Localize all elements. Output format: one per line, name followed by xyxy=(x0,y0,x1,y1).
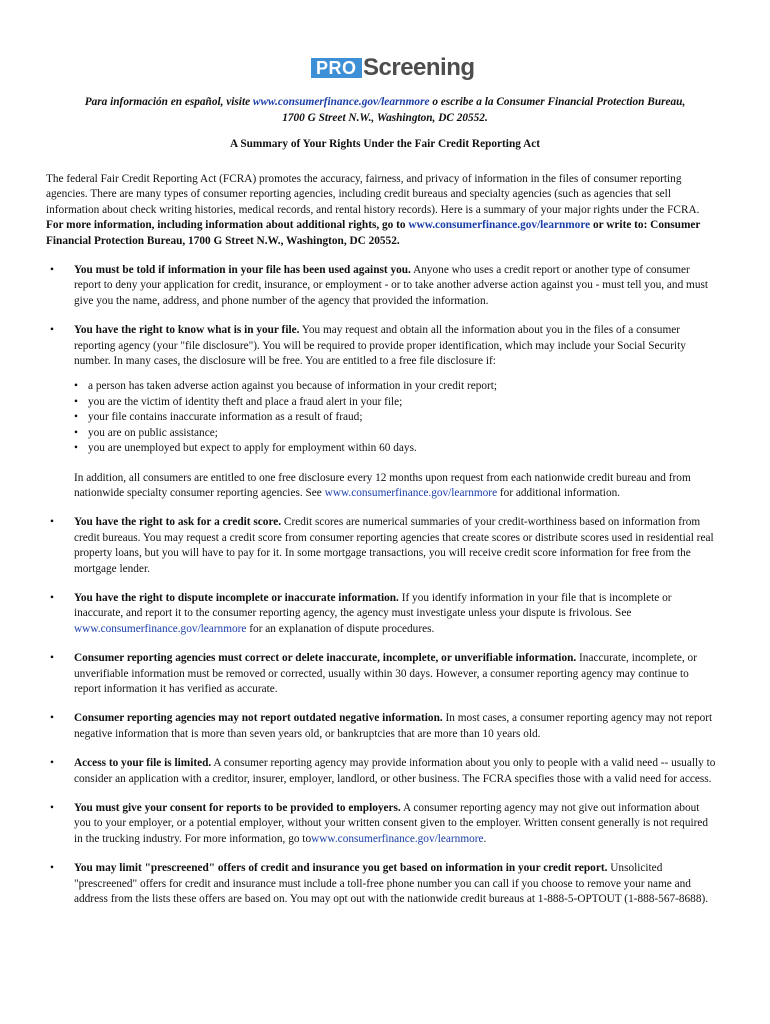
bullet-icon: • xyxy=(50,862,54,875)
bullet-icon: • xyxy=(50,802,54,814)
logo-screening: Screening xyxy=(363,54,475,81)
section-prescreened-offers: • You may limit "prescreened" offers of credit and insurance you get based on information in your credit report. Unsolicited "prescreened" offers for credit and insurance must include a toll-free phone number you can call if you choose to remove your name and address from the lists these offers are based on. You may opt out with the nationwide credit bureaus at 1-888-5-OPTOUT (1-888-567-8688). xyxy=(50,862,709,906)
dispute-learnmore-link[interactable]: www.consumerfinance.gov/learnmore xyxy=(74,622,247,635)
section-told-if-used: • You must be told if information in your file has been used against you. Anyone who uses a credit report or another type of consumer report to deny your application for credit, insurance, or employment - or to take another adverse action against you - must tell you, and must give you the name, address, and phone number of the agency that provided the information. xyxy=(50,264,709,307)
section-outdated-info: • Consumer reporting agencies may not report outdated negative information. In most cases, a consumer reporting agency may not report negative information that is more than seven years old, or bankruptcies that are more than 10 years old. xyxy=(50,712,713,740)
bullet-icon: • xyxy=(50,591,54,604)
free-disclosure-list xyxy=(74,379,718,456)
document-body xyxy=(46,172,718,907)
list-item: • you are on public assistance; xyxy=(74,426,218,439)
employer-learnmore-link[interactable]: www.consumerfinance.gov/learnmore xyxy=(311,832,484,845)
bullet-icon: • xyxy=(50,652,54,665)
list-item: • you are unemployed but expect to apply for employment within 60 days. xyxy=(74,442,417,455)
section-correct-delete: • Consumer reporting agencies must correct or delete inaccurate, incomplete, or unverifiable information. Inaccurate, incomplete, or unverifiable information must be removed or corrected, usually within 30 days. However, a consumer reporting agency may continue to report information it has verified as accurate. xyxy=(50,652,697,695)
list-item: • your file contains inaccurate information as a result of fraud; xyxy=(74,411,363,424)
bullet-icon: • xyxy=(50,324,54,337)
bullet-icon: • xyxy=(50,757,54,770)
bullet-icon: • xyxy=(50,516,54,529)
intro-paragraph: The federal Fair Credit Reporting Act (FCRA) promotes the accuracy, fairness, and privacy of information in the files of consumer reporting agencies. There are many types of consumer reporting agencies, including credit bureaus and specialty agencies (such as agencies that sell information about check writing histories, medical records, and rental history records). Here is a summary of your major rights under the FCRA. For more information, including information about additional rights, go to www.consumerfinance.gov/learnmore or write to: Consumer Financial Protection Bureau, 1700 G Street N.W., Washington, DC 20552. xyxy=(46,173,701,247)
section-dispute: • You have the right to dispute incomplete or inaccurate information. If you identify information in your file that is incomplete or inaccurate, and report it to the consumer reporting agency, the agency must investigate unless your dispute is frivolous. See www.consumerfinance.gov/learnmore for an explanation of dispute procedures. xyxy=(50,591,672,635)
bullet-icon: • xyxy=(50,712,54,725)
section-know-file: • You have the right to know what is in your file. You may request and obtain all the information about you in the files of a consumer reporting agency (your "file disclosure"). You will be required to provide proper identification, which may include your Social Security number. In many cases, the disclosure will be free. You are entitled to a free file disclosure if: • a person has taken adverse action against you because of information in your credit report; • you are the victim of identity theft and place a fraud alert in your file; • your file contains inaccurate information as a result of fraud; • you are on public assistance; • you are unemployed but expect to apply for employment within 60 days. In addition, all consumers are entitled to one free disclosure every 12 months upon request from each nationwide credit bureau and from nationwide specialty consumer reporting agencies. See www.consumerfinance.gov/learnmore for additional information. xyxy=(46,323,718,501)
section-access-limited: • Access to your file is limited. A consumer reporting agency may provide information about you only to people with a valid need -- usually to consider an application with a creditor, insurer, employer, landlord, or other business. The FCRA specifies those with a valid need for access. xyxy=(50,757,716,785)
list-item: • a person has taken adverse action against you because of information in your credit report; xyxy=(74,380,498,393)
spanish-learnmore-link[interactable]: www.consumerfinance.gov/learnmore xyxy=(252,96,430,108)
page-title: A Summary of Your Rights Under the Fair Credit Reporting Act xyxy=(229,138,541,150)
annual-disclosure-paragraph: In addition, all consumers are entitled to one free disclosure every 12 months upon request from each nationwide credit bureau and from nationwide specialty consumer reporting agencies. See www.consumerfinance.gov/learnmore for additional information. xyxy=(74,471,691,499)
annual-learnmore-link[interactable]: www.consumerfinance.gov/learnmore xyxy=(324,486,498,499)
section-employer-consent: • You must give your consent for reports to be provided to employers. A consumer reporting agency may not give out information about you to your employer, or a potential employer, without your written consent given to the employer. Written consent generally is not required in the trucking industry. For more information, go towww.consumerfinance.gov/learnmore. xyxy=(50,802,709,845)
bullet-icon: • xyxy=(50,264,54,277)
intro-learnmore-link[interactable]: www.consumerfinance.gov/learnmore xyxy=(408,219,591,232)
spanish-notice: Para información en español, visite www.consumerfinance.gov/learnmore o escribe a la Consumer Financial Protection Bureau, 1700 G Street N.W., Washington, DC 20552. xyxy=(84,96,686,124)
list-item: • you are the victim of identity theft and place a fraud alert in your file; xyxy=(74,395,403,408)
proscreening-logo xyxy=(311,54,475,86)
section-credit-score: • You have the right to ask for a credit score. Credit scores are numerical summaries of your credit-worthiness based on information from credit bureaus. You may request a credit score from consumer reporting agencies that create scores or distribute scores used in residential real property loans, but you will have to pay for it. In some mortgage transactions, you will receive credit score information for free from the mortgage lender. xyxy=(50,516,714,575)
logo-pro: PRO xyxy=(311,58,362,78)
